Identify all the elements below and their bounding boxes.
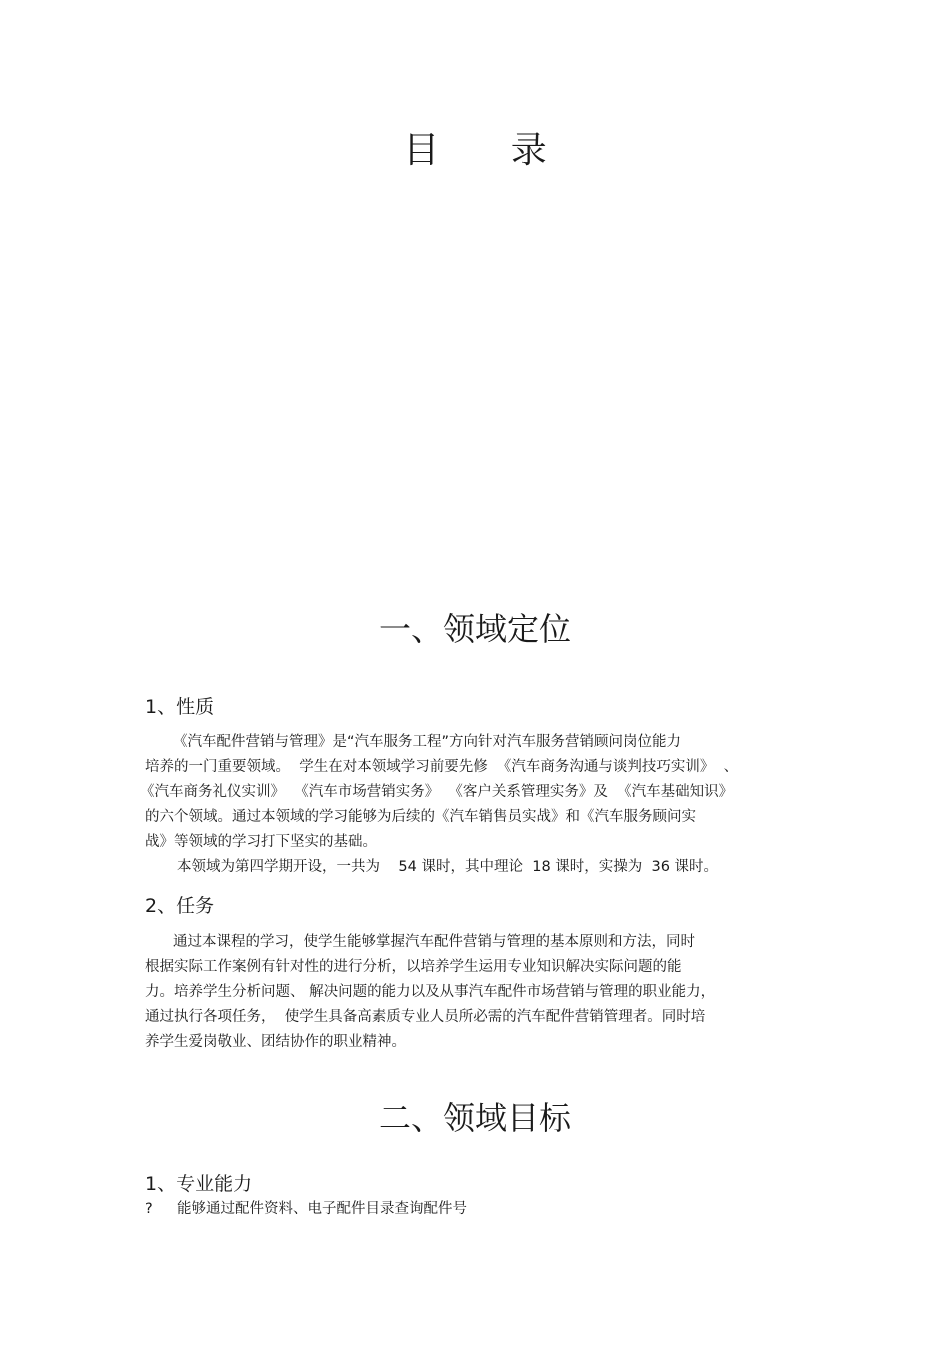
paragraph-line: 《汽车配件营销与管理》是“汽车服务工程”方向针对汽车服务营销顾问岗位能力 (173, 734, 682, 750)
heading-nature: 1、性质 (145, 696, 215, 718)
paragraph-line: 《汽车商务礼仪实训》 《汽车市场营销实务》 《客户关系管理实务》及 《汽车基础知识》 (140, 784, 734, 800)
paragraph-line: 养学生爱岗敬业、团结协作的职业精神。 (145, 1034, 406, 1050)
paragraph-line: 的六个领域。通过本领域的学习能够为后续的《汽车销售员实战》和《汽车服务顾问实 (145, 809, 696, 825)
paragraph-line: 通过执行各项任务， 使学生具备高素质专业人员所必需的汽车配件营销管理者。同时培 (145, 1009, 706, 1025)
paragraph-line: 战》等领域的学习打下坚实的基础。 (145, 834, 377, 850)
section-title-goals: 二、领域目标 (378, 1099, 571, 1137)
section-title-positioning: 一、领域定位 (378, 610, 571, 648)
toc-title: 目 录 (403, 130, 577, 171)
paragraph-line: 培养的一门重要领域。 学生在对本领域学习前要先修 《汽车商务沟通与谈判技巧实训》 、 (145, 759, 739, 775)
paragraph-line: 力。培养学生分析问题、 解决问题的能力以及从事汽车配件市场营销与管理的职业能力， (145, 984, 716, 1000)
paragraph-line: 通过本课程的学习，使学生能够掌握汽车配件营销与管理的基本原则和方法，同时 (173, 934, 695, 950)
list-item: 能够通过配件资料、电子配件目录查询配件号 (177, 1201, 467, 1217)
heading-professional-ability: 1、专业能力 (145, 1173, 253, 1195)
paragraph-line: 本领域为第四学期开设，一共为 54 课时，其中理论 18 课时，实操为 36 课时。 (177, 859, 719, 875)
paragraph-line: 根据实际工作案例有针对性的进行分析，以培养学生运用专业知识解决实际问题的能 (145, 959, 682, 975)
bullet-mark: ? (145, 1201, 153, 1217)
heading-task: 2、任务 (145, 895, 215, 917)
